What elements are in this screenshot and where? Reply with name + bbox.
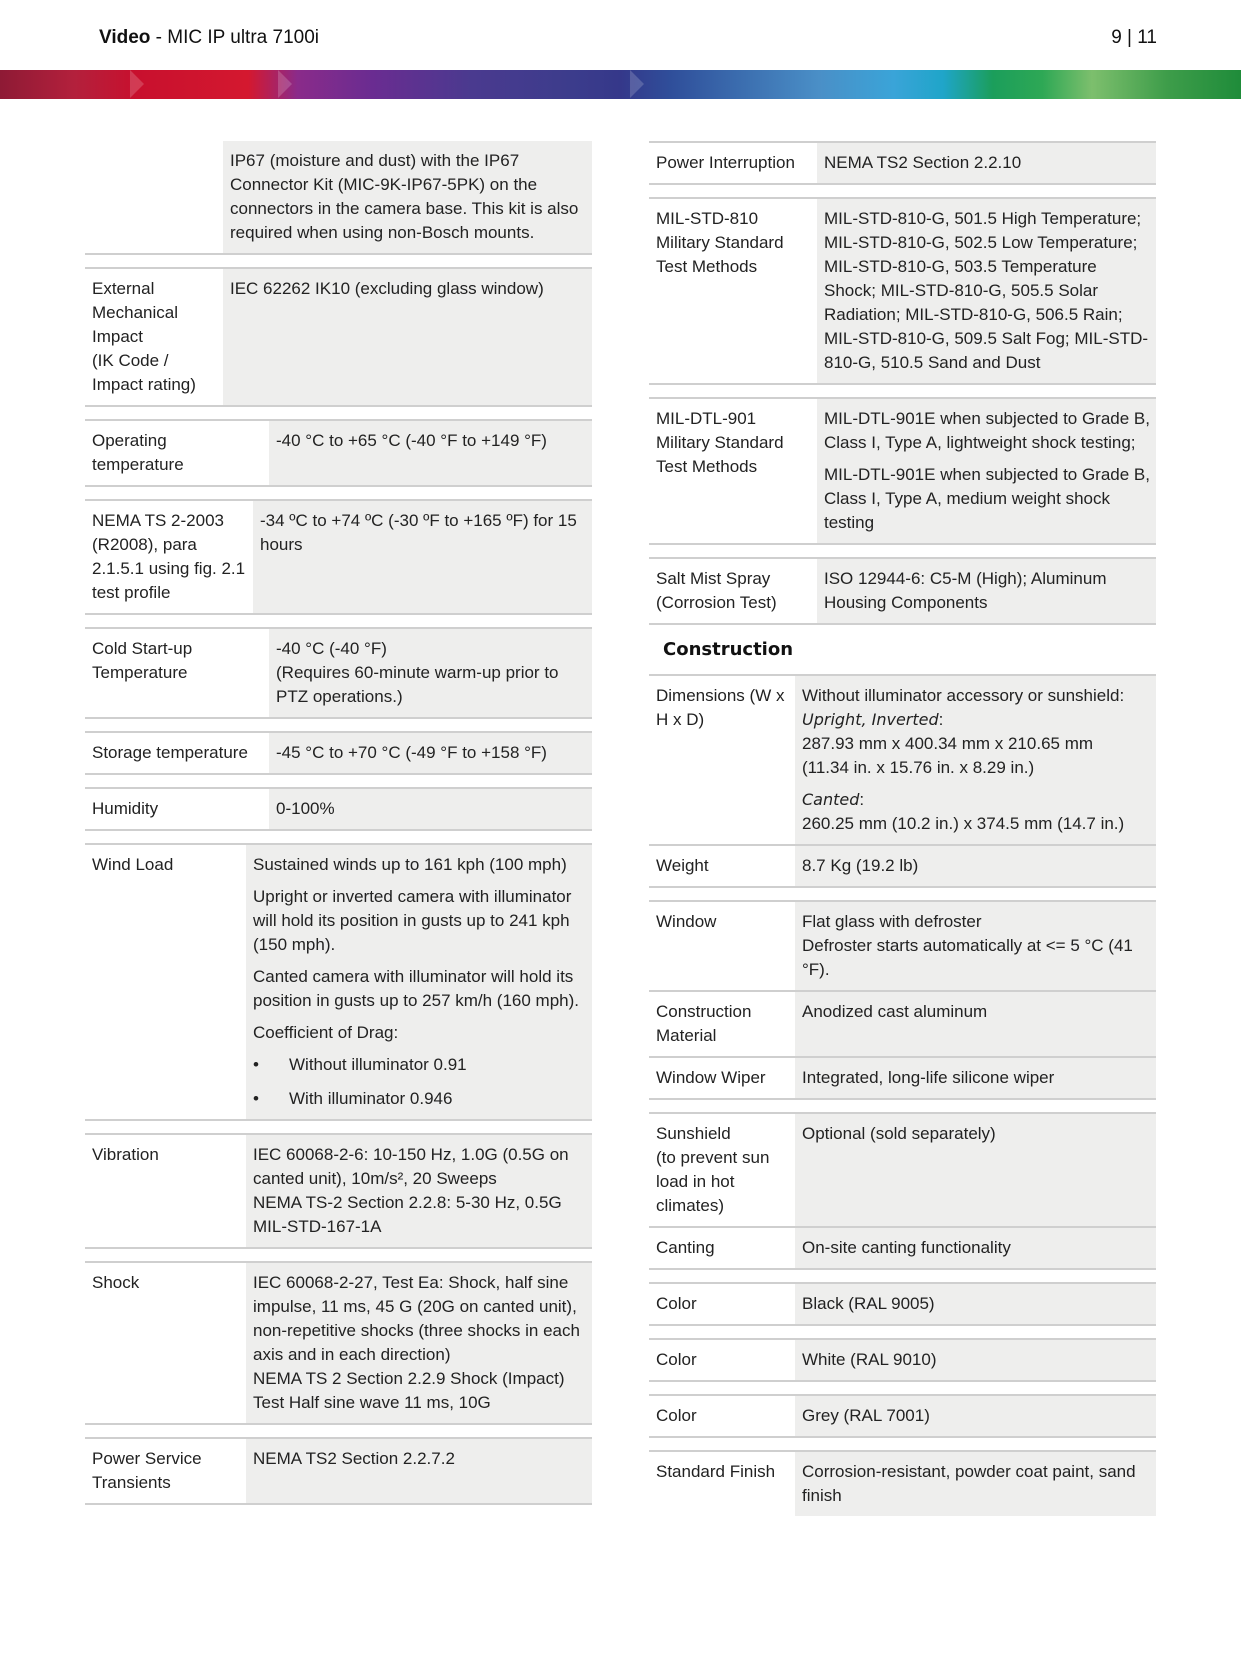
spec-label: Storage temperature (92, 743, 248, 762)
spec-label: MIL-DTL-901 Military Standard Test Methods (656, 409, 784, 476)
spec-value-text: Sustained winds up to 161 kph (100 mph) (253, 855, 567, 874)
spec-value-text: IEC 60068-2-27, Test Ea: Shock, half sine impulse, 11 ms, 45 G (20G on canted unit), non-repetitive shocks (three shocks in each axis and in each direction) NEMA TS 2 Section 2.2.9 Shock (Impact) Test Half sine wave 11 ms, 10G (253, 1273, 580, 1412)
spec-value-text: Without illuminator accessory or sunshield: Upright, Inverted: 287.93 mm x 400.34 mm x 210.65 mm (11.34 in. x 15.76 in. x 8.29 in.) (802, 686, 1125, 777)
spec-label: Weight (656, 856, 709, 875)
spec-value-text: MIL-STD-810-G, 501.5 High Temperature; MIL-STD-810-G, 502.5 Low Temperature; MIL-STD-810-G, 503.5 Temperature Shock; MIL-STD-810-G, 505.5 Solar Radiation; MIL-STD-810-G, 506.5 Rain; MIL-STD-810-G, 509.5 Salt Fog; MIL-STD-810-G, 510.5 Sand and Dust (824, 209, 1149, 372)
brand-color-stripe (0, 70, 1241, 99)
spec-value: Integrated, long-life silicone wiper (795, 1058, 1156, 1098)
spec-value (246, 1263, 592, 1423)
dimensions-upright-label: Upright, Inverted (802, 710, 939, 729)
spec-label: Cold Start-up Temperature (92, 639, 193, 682)
spec-label: Dimensions (W x H x D) (656, 686, 785, 729)
spec-value (795, 676, 1156, 844)
spec-row (649, 197, 1156, 385)
spec-value-text: -45 °C to +70 °C (-49 °F to +158 °F) (276, 743, 547, 762)
spec-label: Window Wiper (656, 1068, 766, 1087)
spec-row (649, 1226, 1156, 1270)
spec-label: Sunshield (to prevent sun load in hot climates) (656, 1124, 770, 1215)
spec-row (649, 900, 1156, 990)
spec-value: White (RAL 9010) (795, 1340, 1156, 1380)
spec-value-text: -40 °C (-40 °F) (Requires 60-minute warm-up prior to PTZ operations.) (276, 639, 559, 706)
spec-value: 8.7 Kg (19.2 lb) (795, 846, 1156, 886)
spec-value-text: Upright or inverted camera with illuminator will hold its position in gusts up to 241 kph (150 mph). (253, 887, 572, 954)
spec-value-text: IP67 (moisture and dust) with the IP67 Connector Kit (MIC-9K-IP67-5PK) on the connectors in the camera base. This kit is also required when using non-Bosch mounts. (230, 151, 579, 242)
spec-value-text: -34 ºC to +74 ºC (-30 ºF to +165 ºF) for 15 hours (260, 511, 577, 554)
spec-value (223, 141, 592, 253)
spec-label: Wind Load (92, 855, 174, 874)
spec-value-text: 0-100% (276, 799, 335, 818)
spec-label: Power Service Transients (92, 1449, 202, 1492)
spec-value (269, 421, 592, 485)
spec-row (649, 1112, 1156, 1226)
spec-row (649, 1338, 1156, 1382)
spec-value-text: NEMA TS2 Section 2.2.7.2 (253, 1449, 455, 1468)
spec-value-text: MIL-DTL-901E when subjected to Grade B, Class I, Type A, lightweight shock testing; (824, 409, 1150, 452)
spec-label: Color (656, 1350, 697, 1369)
spec-row (85, 731, 592, 775)
spec-value (817, 559, 1156, 623)
spec-label: Canting (656, 1238, 715, 1257)
spec-value-text: NEMA TS2 Section 2.2.10 (824, 153, 1022, 172)
spec-value (246, 1439, 592, 1503)
spec-value (246, 1135, 592, 1247)
spec-value-text: ISO 12944-6: C5-M (High); Aluminum Housing Components (824, 569, 1107, 612)
spec-value-text: -40 °C to +65 °C (-40 °F to +149 °F) (276, 431, 547, 450)
spec-label: External Mechanical Impact (IK Code / Impact rating) (92, 279, 196, 394)
spec-value (269, 629, 592, 717)
spec-value-text: MIL-DTL-901E when subjected to Grade B, Class I, Type A, medium weight shock testing (824, 465, 1150, 532)
spec-value: Optional (sold separately) (795, 1114, 1156, 1226)
left-spec-column (85, 141, 592, 1517)
spec-row (649, 1282, 1156, 1326)
document-title: Video - MIC IP ultra 7100i (99, 27, 319, 48)
page-header (0, 0, 1241, 70)
spec-label: Color (656, 1294, 697, 1313)
dimensions-upright-value: 287.93 mm x 400.34 mm x 210.65 mm (11.34 in. x 15.76 in. x 8.29 in.) (802, 734, 1094, 777)
dimensions-intro: Without illuminator accessory or sunshield: (802, 686, 1125, 705)
page-number: 9 | 11 (1111, 27, 1157, 48)
section-title-construction: Construction (649, 625, 1156, 676)
spec-label: Window (656, 912, 717, 931)
spec-row (85, 419, 592, 487)
spec-value: On-site canting functionality (795, 1228, 1156, 1268)
spec-label: Vibration (92, 1145, 159, 1164)
spec-row (85, 267, 592, 407)
spec-value (817, 399, 1156, 543)
spec-value: Corrosion-resistant, powder coat paint, sand finish (795, 1452, 1156, 1516)
spec-value-text: IEC 60068-2-6: 10-150 Hz, 1.0G (0.5G on canted unit), 10m/s², 20 Sweeps NEMA TS-2 Section 2.2.8: 5-30 Hz, 0.5G MIL-STD-167-1A (253, 1145, 569, 1236)
spec-label: Power Interruption (656, 153, 795, 172)
spec-row (85, 1437, 592, 1505)
spec-row (649, 844, 1156, 888)
spec-value (223, 269, 592, 405)
spec-label (85, 141, 223, 253)
spec-value (269, 789, 592, 829)
spec-value (817, 143, 1156, 183)
spec-label: Salt Mist Spray (Corrosion Test) (656, 569, 777, 612)
spec-row (649, 397, 1156, 545)
spec-value: Black (RAL 9005) (795, 1284, 1156, 1324)
spec-row (85, 499, 592, 615)
right-spec-column (649, 141, 1156, 1516)
bullet-item: • Without illuminator 0.91 (253, 1053, 586, 1077)
spec-row (649, 1450, 1156, 1516)
spec-label: Humidity (92, 799, 159, 818)
spec-row (649, 990, 1156, 1056)
spec-value (269, 733, 592, 773)
bullet-list (253, 1053, 586, 1111)
spec-row (649, 676, 1156, 844)
spec-label: Standard Finish (656, 1462, 776, 1481)
spec-row (85, 787, 592, 831)
spec-label: Shock (92, 1273, 140, 1292)
spec-row (649, 1394, 1156, 1438)
spec-value (246, 845, 592, 1119)
spec-label: Color (656, 1406, 697, 1425)
spec-value: Grey (RAL 7001) (795, 1396, 1156, 1436)
spec-value-text: Coefficient of Drag: (253, 1023, 399, 1042)
spec-row (85, 843, 592, 1121)
dimensions-canted-value: 260.25 mm (10.2 in.) x 374.5 mm (14.7 in.) (802, 814, 1125, 833)
spec-label: Construction Material (656, 1002, 752, 1045)
spec-value-text: Canted: 260.25 mm (10.2 in.) x 374.5 mm (14.7 in.) (802, 790, 1125, 833)
spec-value-text: Canted camera with illuminator will hold its position in gusts up to 257 km/h (160 mph). (253, 967, 580, 1010)
spec-value-text: IEC 62262 IK10 (excluding glass window) (230, 279, 544, 298)
spec-label: Operating temperature (92, 431, 184, 474)
spec-row (85, 1133, 592, 1249)
spec-row (85, 1261, 592, 1425)
spec-row (85, 141, 592, 255)
dimensions-canted-label: Canted (802, 790, 860, 809)
spec-value: Flat glass with defroster Defroster starts automatically at <= 5 °C (41 °F). (795, 902, 1156, 990)
spec-row (85, 627, 592, 719)
spec-row (649, 141, 1156, 185)
spec-value (817, 199, 1156, 383)
spec-row (649, 1056, 1156, 1100)
spec-row (649, 557, 1156, 625)
spec-label: NEMA TS 2-2003 (R2008), para 2.1.5.1 using fig. 2.1 test profile (92, 511, 246, 602)
spec-label: MIL-STD-810 Military Standard Test Methods (656, 209, 784, 276)
spec-value: Anodized cast aluminum (795, 992, 1156, 1056)
bullet-item: • With illuminator 0.946 (253, 1087, 586, 1111)
spec-value (253, 501, 592, 613)
